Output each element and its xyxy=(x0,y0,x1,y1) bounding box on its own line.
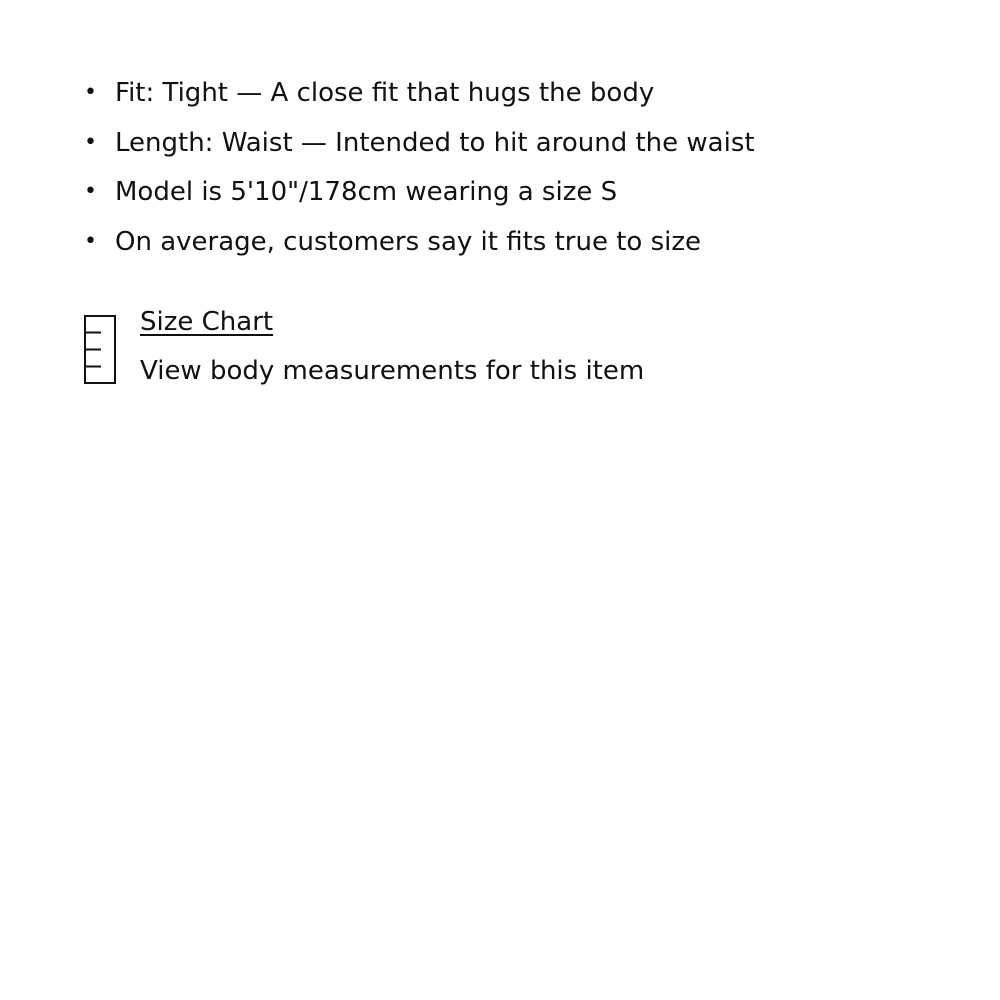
list-item xyxy=(84,171,944,221)
fit-details-list xyxy=(84,72,944,271)
list-item xyxy=(84,72,944,122)
length-detail-text: Length: Waist — Intended to hit around the waist xyxy=(115,127,755,158)
bullet-icon: • xyxy=(84,80,97,105)
size-chart-link[interactable]: Size Chart xyxy=(140,307,274,337)
bullet-icon: • xyxy=(84,229,97,255)
model-size-text: Model is 5'10"/178cm wearing a size S xyxy=(115,177,618,208)
list-item xyxy=(84,221,944,271)
fit-details-section xyxy=(84,72,944,271)
bullet-icon: • xyxy=(84,179,97,205)
size-chart-description: View body measurements for this item xyxy=(140,356,645,386)
list-item xyxy=(84,122,944,172)
fit-feedback-text: On average, customers say it fits true to size xyxy=(115,227,702,258)
size-chart-section xyxy=(84,300,784,400)
bullet-icon: • xyxy=(84,129,97,155)
fit-detail-text: Fit: Tight — A close fit that hugs the body xyxy=(115,78,655,108)
ruler-icon xyxy=(84,315,117,384)
